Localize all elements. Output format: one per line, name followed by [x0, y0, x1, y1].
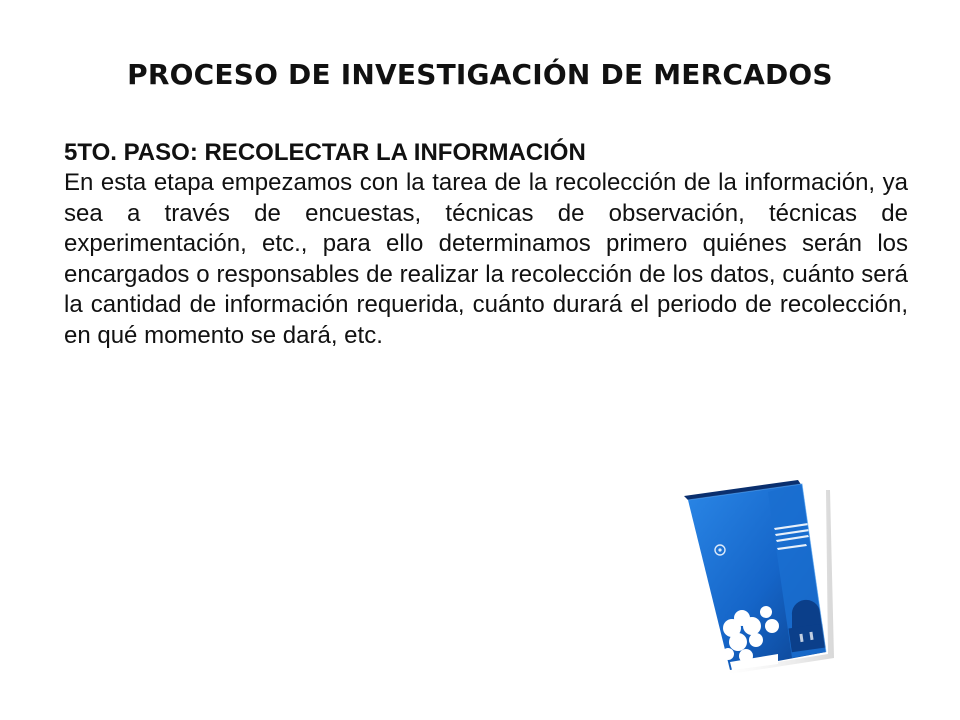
slide-title: PROCESO DE INVESTIGACIÓN DE MERCADOS: [127, 58, 833, 91]
brochure-illustration: [668, 466, 880, 678]
slide-content: [64, 138, 908, 351]
step-heading: 5TO. PASO: RECOLECTAR LA INFORMACIÓN: [64, 139, 586, 166]
brochure-image: [668, 466, 880, 678]
step-description: En esta etapa empezamos con la tarea de la recolección de la información, ya sea a través de encuestas, técnicas de observación, técnicas de experimentación, etc., para ello determinamos primero quiénes serán los encargados o responsables de realizar la recolección de los datos, cuánto será la cantidad de información requerida, cuánto durará el periodo de recolección, en qué momento se dará, etc.: [64, 169, 908, 349]
